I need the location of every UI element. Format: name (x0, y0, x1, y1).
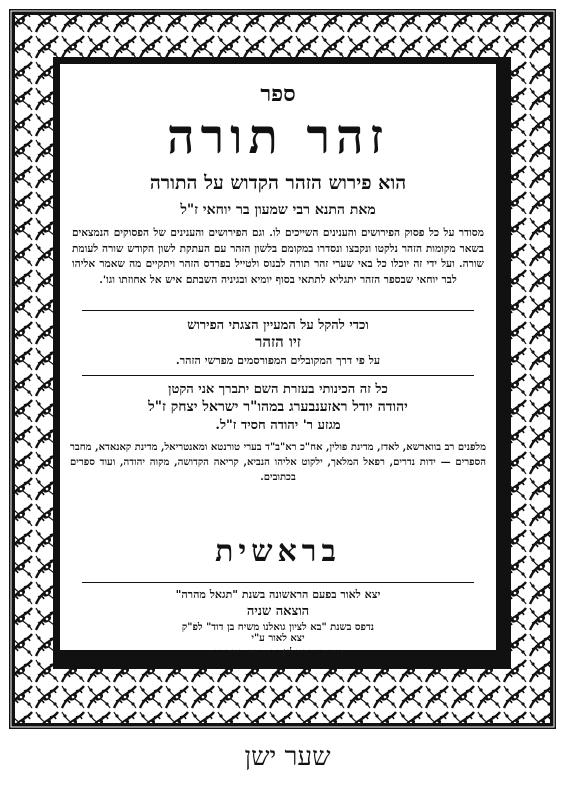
subtitle: הוא פירוש הזהר הקדוש על התורה (149, 172, 407, 194)
publication-line-1: יצא לאור בפעם הראשונה בשנת "תגאל מהרה" (175, 588, 381, 601)
title-small: ספר (260, 81, 296, 107)
compiler-name: יהודה יודל ראזענבערג במהו"ר ישראל יצחק ז"ל (148, 399, 408, 415)
biography: מלפנים רב בווארשא, לאדז, מדינת פולין, אח"כ רא"ב"ד בערי טורנטא ומאנטריאל, מדינת קאנאדא, מחבר הספרים — ידות נדרים, רפאל המלאך, ילקוט אליהו הנביא, קריאה הקדושה, מקוה יהודה, ועוד ספרים בכתובים. (70, 442, 486, 483)
publication-line-3: נדפס בשנת "בא לציון גואלנו משיח בן דוד" לפ"ק (181, 622, 375, 633)
section-name: בראשית (215, 534, 341, 569)
commentary-line-1: וכדי להקל על המעיין הצגתי הפירוש (187, 318, 369, 333)
compiler-lineage: מגזע ר' יהודה חסיד ז"ל. (215, 418, 341, 433)
author-line: מאת התנא רבי שמעון בר יוחאי ז"ל (180, 202, 376, 218)
publisher-name: צבי יצחק גלאסס, נכד המחבר (214, 646, 342, 659)
publication-edition: הוצאה שניה (246, 604, 310, 619)
title-panel (57, 61, 499, 653)
commentary-title: זיו הזהר (255, 333, 301, 351)
divider (82, 375, 474, 376)
main-title: זהר תורה (166, 109, 390, 165)
publisher-line: יצא לאור ע"י (251, 633, 305, 644)
divider (82, 310, 474, 311)
compiler-line-1: כל זה הכינותי בעזרת השם יתברך אני הקטן (168, 382, 388, 397)
commentary-line-3: על פי דרך המקובלים המפורסמים מפרשי הזהר. (175, 354, 381, 367)
intro-paragraph: מסודר על כל פסוק הפירושים והענינים השייכים לו. וגם הפירושים והענינים של הפסוקים הנמצאים בשאר מקומות הזהר נלקטו ונקבצו ונסדרו במקומם בלשון הזהר עם העתקת לשון הקודש שורה לעומת שורה. ועל ידי זה יוכלו כל באי שערי זהר תורה לבנוס ולטייל בפרדס הזהר ויתקיים מה שאמר אליהו לבר יוחאי שבספר הזהר יתגליא לתתאי בסוף יומיא ובגיניה השבתם איש אל אחוזתו וגו'. (72, 227, 484, 286)
divider (82, 582, 474, 583)
footer-caption: שער ישן (244, 742, 331, 772)
